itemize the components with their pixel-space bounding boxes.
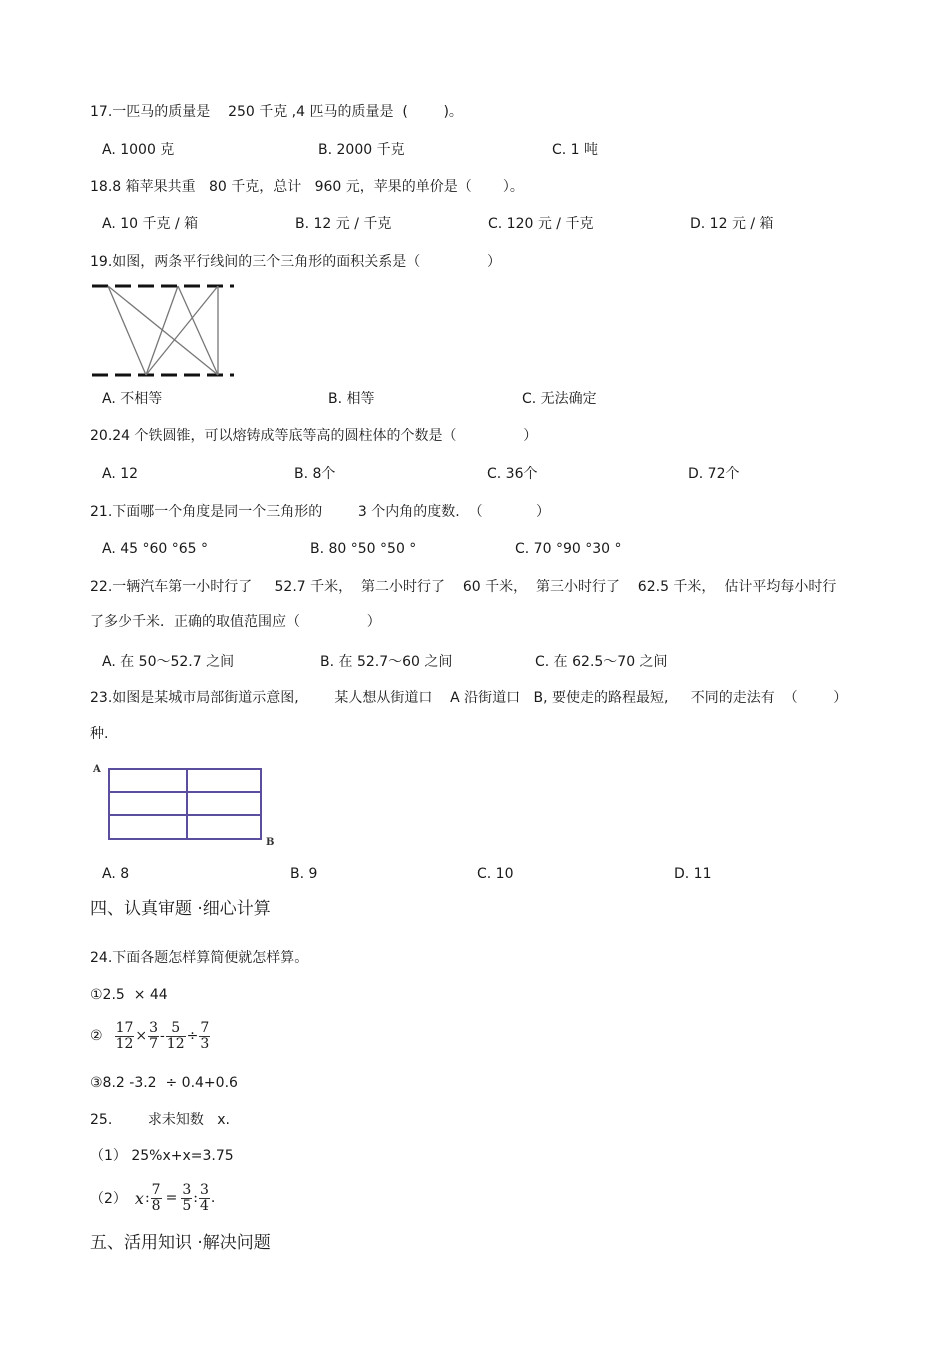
q21-option-a: A. 45 °60 °65 °: [102, 541, 209, 557]
q25-item2-mark: （2）: [90, 1191, 127, 1207]
fraction: $\frac{3}{4}$: [199, 1181, 209, 1214]
q22-option-c: C. 在 62.5～70 之间: [535, 654, 668, 670]
section-4-heading: 四、认真审题 ·细心计算: [90, 899, 271, 919]
variable-x: x: [134, 1188, 144, 1208]
section-5-heading: 五、活用知识 ·解决问题: [90, 1233, 271, 1253]
q20-option-c: C. 36个: [487, 466, 538, 482]
q22-option-a: A. 在 50～52.7 之间: [102, 654, 235, 670]
q22-option-b: B. 在 52.7～60 之间: [320, 654, 453, 670]
operator: -: [160, 1028, 165, 1044]
q23-stem-line1: 23.如图是某城市局部街道示意图, 某人想从街道口 A 沿街道口 B, 要使走的路程最短, 不同的走法有 （ ）: [90, 690, 848, 706]
operator: ÷: [186, 1028, 199, 1044]
q18-option-b: B. 12 元 / 千克: [295, 216, 392, 232]
street-grid-figure: [90, 760, 290, 855]
ratio-colon: :: [144, 1190, 150, 1206]
q17-option-c: C. 1 吨: [552, 142, 599, 158]
q19-option-b: B. 相等: [328, 391, 375, 407]
equals-sign: =: [165, 1190, 178, 1206]
q20-option-b: B. 8个: [294, 466, 336, 482]
q20-option-d: D. 72个: [688, 466, 740, 482]
q23-option-d: D. 11: [674, 866, 712, 882]
q21-stem: 21.下面哪一个角度是同一个三角形的 3 个内角的度数. （ ）: [90, 504, 550, 520]
q23-stem-line2: 种.: [90, 726, 109, 742]
point-b-label: B: [266, 837, 275, 848]
q22-stem-line2: 了多少千米．正确的取值范围应（ ）: [90, 614, 381, 630]
q23-option-a: A. 8: [102, 866, 130, 882]
q23-option-c: C. 10: [477, 866, 514, 882]
period: .: [210, 1190, 216, 1206]
q24-item2-mark: ②: [90, 1028, 103, 1044]
fraction: $\frac{17}{12}$: [115, 1019, 134, 1052]
q19-option-a: A. 不相等: [102, 391, 163, 407]
q23-option-b: B. 9: [290, 866, 318, 882]
q19-stem: 19.如图，两条平行线间的三个三角形的面积关系是（ ）: [90, 254, 502, 270]
q25-item1: （1） 25%x+x=3.75: [90, 1148, 234, 1164]
ratio-colon: :: [193, 1190, 198, 1206]
fraction: $\frac{7}{3}$: [200, 1019, 210, 1052]
point-a-label: A: [93, 764, 101, 775]
q24-stem: 24.下面各题怎样算简便就怎样算。: [90, 950, 309, 966]
q19-option-c: C. 无法确定: [522, 391, 597, 407]
fraction: $\frac{5}{12}$: [166, 1019, 185, 1052]
q24-item2: [90, 1016, 210, 1056]
q22-stem-line1: 22.一辆汽车第一小时行了 52.7 千米， 第二小时行了 60 千米， 第三小时行了 62.5 千米， 估计平均每小时行: [90, 579, 837, 595]
q21-option-c: C. 70 °90 °30 °: [515, 541, 622, 557]
q20-option-a: A. 12: [102, 466, 139, 482]
q24-item3: ③8.2 -3.2 ÷ 0.4+0.6: [90, 1075, 238, 1091]
q17-option-b: B. 2000 千克: [318, 142, 405, 158]
fraction: $\frac{3}{5}$: [182, 1181, 192, 1214]
q17-stem: 17.一匹马的质量是 250 千克 ,4 匹马的质量是 ( )。: [90, 104, 463, 120]
q25-stem: 25. 求未知数 x.: [90, 1112, 230, 1128]
q18-stem: 18.8 箱苹果共重 80 千克，总计 960 元，苹果的单价是（ ）。: [90, 179, 524, 195]
q24-item1: ①2.5 × 44: [90, 987, 168, 1003]
fraction: $\frac{7}{8}$: [151, 1181, 161, 1214]
parallel-lines-triangles-figure: [90, 280, 240, 380]
q17-option-a: A. 1000 克: [102, 142, 175, 158]
q20-stem: 20.24 个铁圆锥，可以熔铸成等底等高的圆柱体的个数是（ ）: [90, 428, 538, 444]
q18-option-d: D. 12 元 / 箱: [690, 216, 774, 232]
operator: ×: [135, 1028, 148, 1044]
q18-option-c: C. 120 元 / 千克: [488, 216, 594, 232]
q25-item2: [90, 1178, 216, 1218]
q21-option-b: B. 80 °50 °50 °: [310, 541, 417, 557]
q18-option-a: A. 10 千克 / 箱: [102, 216, 199, 232]
fraction: $\frac{3}{7}$: [149, 1019, 159, 1052]
